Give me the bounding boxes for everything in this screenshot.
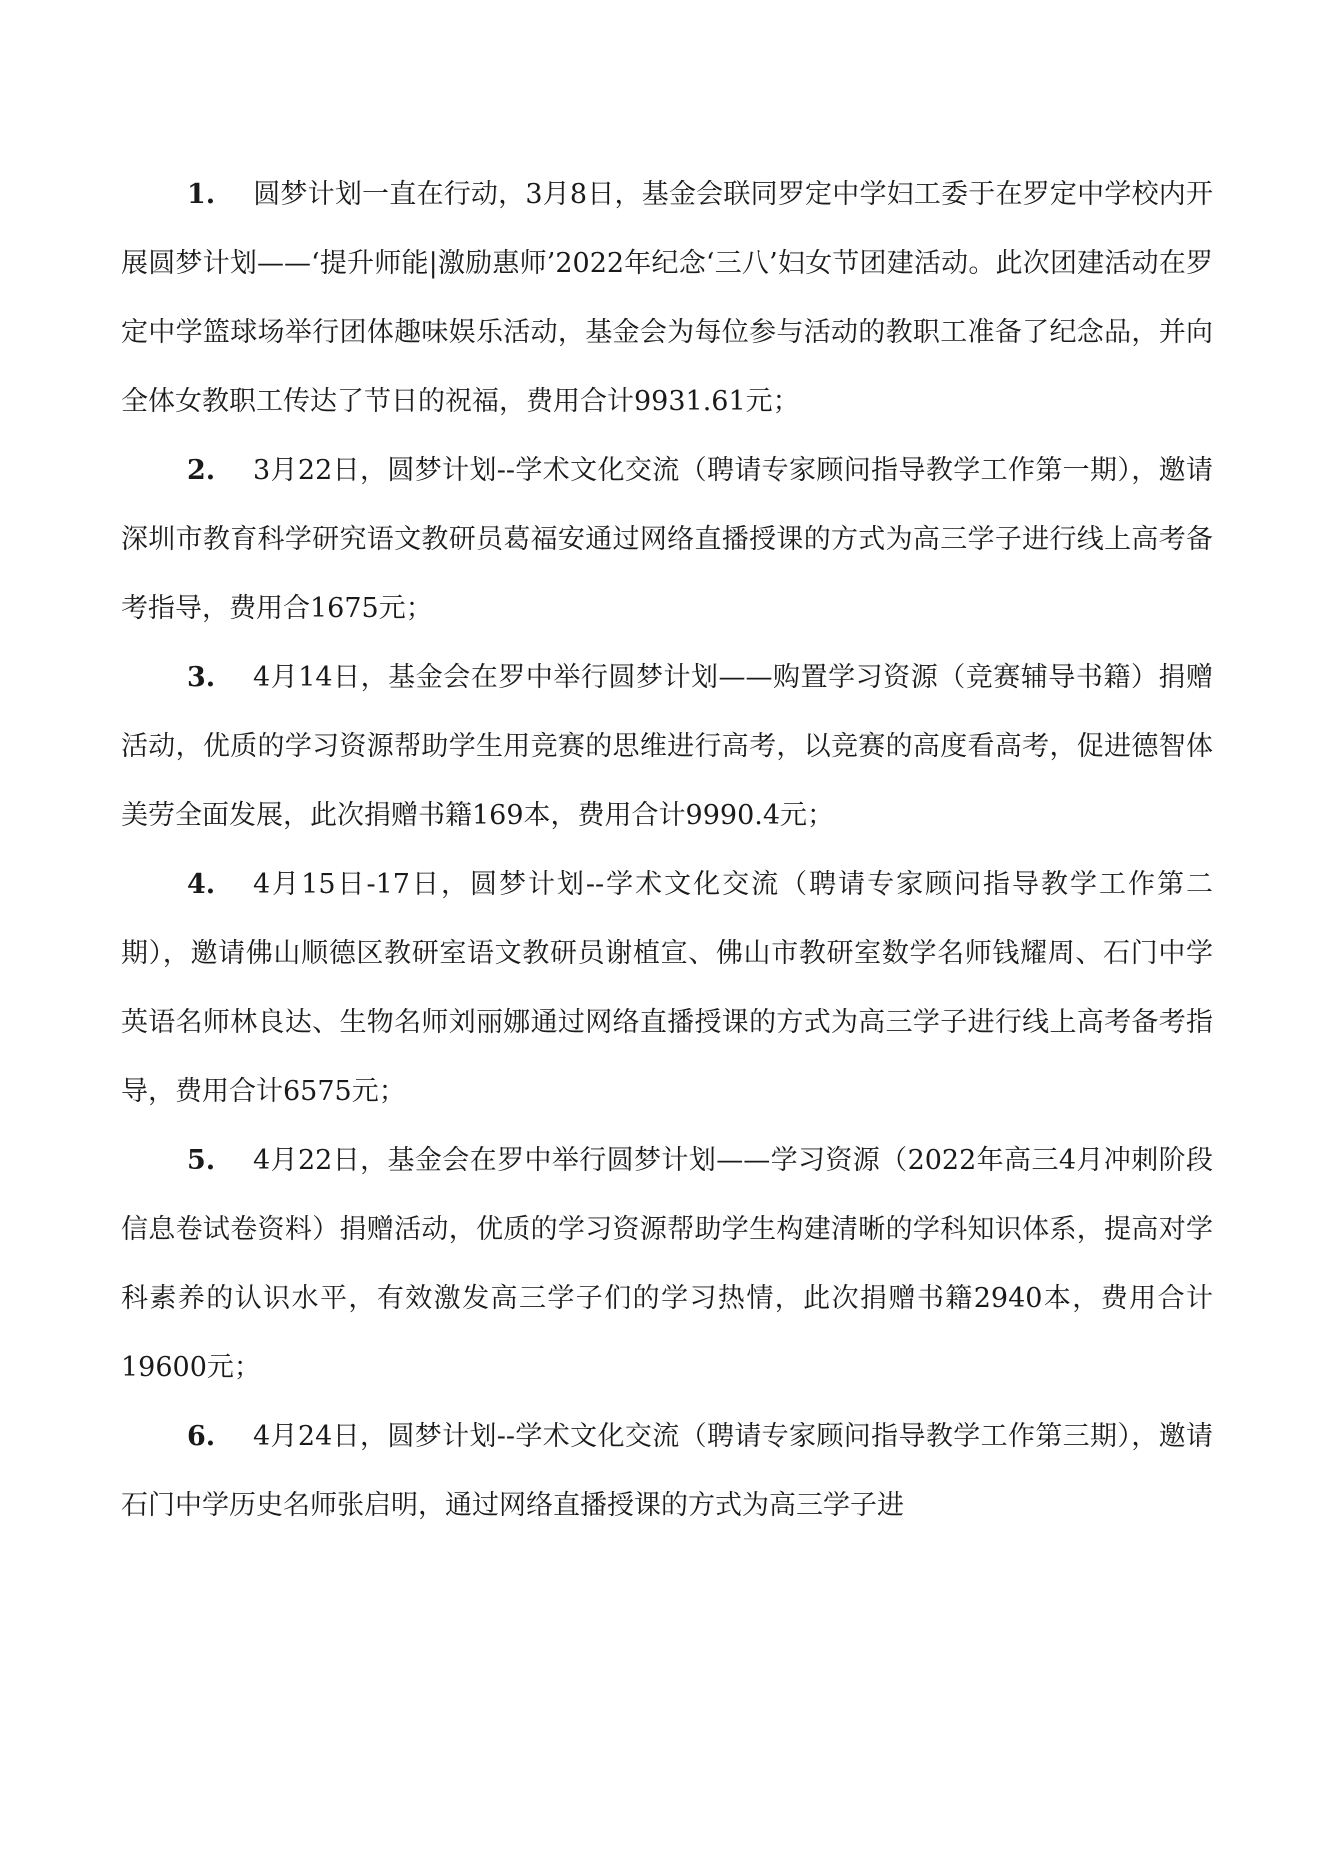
item-text: 3月22日，圆梦计划--学术文化交流（聘请专家顾问指导教学工作第一期），邀请深圳市教育科学研究语文教研员葛福安通过网络直播授课的方式为高三学子进行线上高考备考指导，费用合1675元； (121, 455, 1213, 624)
item-text: 4月24日，圆梦计划--学术文化交流（聘请专家顾问指导教学工作第三期），邀请石门中学历史名师张启明，通过网络直播授课的方式为高三学子进 (121, 1421, 1213, 1521)
list-item-1 (121, 160, 1213, 436)
list-item-4 (121, 850, 1213, 1126)
item-number: 1. (187, 179, 216, 210)
item-text: 4月14日，基金会在罗中举行圆梦计划——购置学习资源（竞赛辅导书籍）捐赠活动，优质的学习资源帮助学生用竞赛的思维进行高考，以竞赛的高度看高考，促进德智体美劳全面发展，此次捐赠书籍169本，费用合计9990.4元； (121, 662, 1213, 831)
item-text: 4月22日，基金会在罗中举行圆梦计划——学习资源（2022年高三4月冲刺阶段信息卷试卷资料）捐赠活动，优质的学习资源帮助学生构建清晰的学科知识体系，提高对学科素养的认识水平，有效激发高三学子们的学习热情，此次捐赠书籍2940本，费用合计19600元； (121, 1145, 1213, 1383)
item-text: 4月15日-17日，圆梦计划--学术文化交流（聘请专家顾问指导教学工作第二期），邀请佛山顺德区教研室语文教研员谢植宣、佛山市教研室数学名师钱耀周、石门中学英语名师林良达、生物名师刘丽娜通过网络直播授课的方式为高三学子进行线上高考备考指导，费用合计6575元； (121, 869, 1213, 1107)
item-number: 4. (187, 869, 216, 900)
item-number: 3. (187, 662, 216, 693)
item-text: 圆梦计划一直在行动，3月8日，基金会联同罗定中学妇工委于在罗定中学校内开展圆梦计划——‘提升师能|激励惠师’2022年纪念‘三八’妇女节团建活动。此次团建活动在罗定中学篮球场举行团体趣味娱乐活动，基金会为每位参与活动的教职工准备了纪念品，并向全体女教职工传达了节日的祝福，费用合计9931.61元； (121, 179, 1213, 417)
list-item-6 (121, 1402, 1213, 1540)
item-number: 6. (187, 1421, 216, 1452)
list-item-3 (121, 643, 1213, 850)
list-item-5 (121, 1126, 1213, 1402)
item-number: 2. (187, 455, 216, 486)
list-item-2 (121, 436, 1213, 643)
item-number: 5. (187, 1145, 216, 1176)
document-body (121, 160, 1213, 1540)
